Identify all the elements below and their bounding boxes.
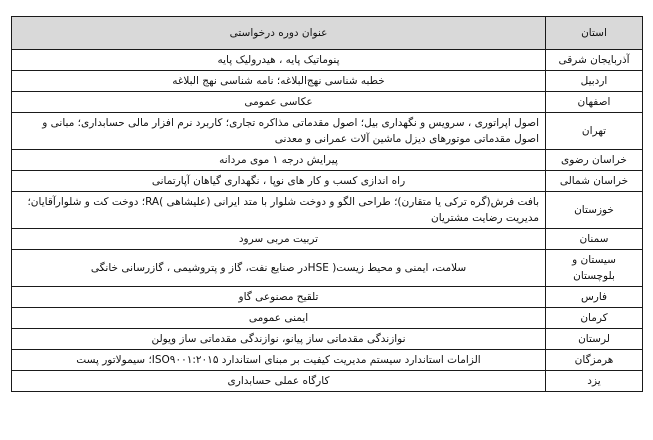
province-cell: خراسان شمالی: [546, 171, 643, 192]
course-title-cell: بافت فرش(گره ترکی یا متقارن)؛ طراحی الگو و دوخت شلوار با متد ایرانی (علیشاهی )RA؛ دوخت کت و شلوارآقایان؛ مدیریت رضایت مشتریان: [12, 192, 546, 229]
province-cell: آذربایجان شرقی: [546, 50, 643, 71]
table-row: [12, 308, 643, 329]
course-title-cell: خطبه شناسی نهج‌البلاغه؛ نامه شناسی نهج البلاغه: [12, 71, 546, 92]
table-row: [12, 329, 643, 350]
table-row: [12, 287, 643, 308]
course-title-cell: الزامات استاندارد سیستم مدیریت کیفیت بر مبنای استاندارد ISO۹۰۰۱:۲۰۱۵؛ سیمولاتور پست: [12, 350, 546, 371]
province-cell: یزد: [546, 371, 643, 392]
table-row: [12, 229, 643, 250]
course-title-cell: اصول اپراتوری ، سرویس و نگهداری بیل؛ اصول مقدماتی مذاکره تجاری؛ کاربرد نرم افزار مالی حسابداری؛ مبانی و اصول مقدماتی موتورهای دیزل ماشین آلات عمرانی و معدنی: [12, 113, 546, 150]
table-row: [12, 150, 643, 171]
course-title-cell: تلقیح مصنوعی گاو: [12, 287, 546, 308]
province-cell: خوزستان: [546, 192, 643, 229]
province-cell: تهران: [546, 113, 643, 150]
course-title-cell: نوازندگی مقدماتی ساز پیانو، نوازندگی مقدماتی ساز ویولن: [12, 329, 546, 350]
header-province: استان: [546, 17, 643, 50]
course-title-cell: ایمنی عمومی: [12, 308, 546, 329]
course-title-cell: کارگاه عملی حسابداری: [12, 371, 546, 392]
province-cell: سیستان و بلوچستان: [546, 250, 643, 287]
table-row: [12, 113, 643, 150]
province-cell: کرمان: [546, 308, 643, 329]
province-cell: اصفهان: [546, 92, 643, 113]
province-cell: اردبیل: [546, 71, 643, 92]
table-row: [12, 171, 643, 192]
table-row: [12, 192, 643, 229]
course-title-cell: عکاسی عمومی: [12, 92, 546, 113]
header-course-title: عنوان دوره درخواستی: [12, 17, 546, 50]
course-requests-table: [11, 16, 643, 392]
course-title-cell: راه اندازی کسب و کار های نوپا ، نگهداری گیاهان آپارتمانی: [12, 171, 546, 192]
course-title-cell: پنوماتیک پایه ، هیدرولیک پایه: [12, 50, 546, 71]
course-title-cell: سلامت، ایمنی و محیط زیست( HSEدر صنایع نفت، گاز و پتروشیمی ، گازرسانی خانگی: [12, 250, 546, 287]
province-cell: سمنان: [546, 229, 643, 250]
table-row: [12, 371, 643, 392]
table-row: [12, 250, 643, 287]
course-title-cell: تربیت مربی سرود: [12, 229, 546, 250]
table-header-row: [12, 17, 643, 50]
table-row: [12, 92, 643, 113]
course-title-cell: پیرایش درجه ۱ موی مردانه: [12, 150, 546, 171]
province-cell: فارس: [546, 287, 643, 308]
province-cell: خراسان رضوی: [546, 150, 643, 171]
table-row: [12, 350, 643, 371]
table-row: [12, 50, 643, 71]
province-cell: هرمزگان: [546, 350, 643, 371]
table-row: [12, 71, 643, 92]
province-cell: لرستان: [546, 329, 643, 350]
